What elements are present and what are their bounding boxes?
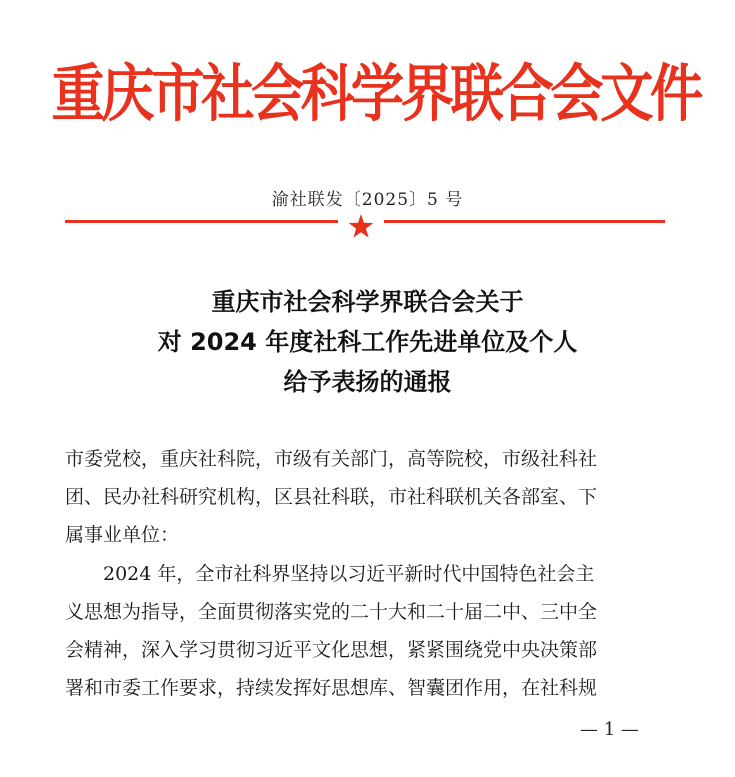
body-line: 2024 年，全市社科界坚持以习近平新时代中国特色社会主 [103,563,595,585]
star-icon [348,213,374,239]
addressee-line: 团、民办社科研究机构，区县社科联，市社科联机关各部室、下 [65,486,598,508]
addressee-line: 市委党校，重庆社科院，市级有关部门，高等院校，市级社科社 [65,448,598,470]
body-line: 义思想为指导，全面贯彻落实党的二十大和二十届二中、三中全 [65,601,598,623]
red-divider-right [384,220,665,223]
body-line: 会精神，深入学习贯彻习近平文化思想，紧紧围绕党中央决策部 [65,639,598,661]
addressee-line: 属事业单位： [65,524,180,546]
document-masthead: 重庆市社会科学界联合会文件 [51,57,700,130]
document-number: 渝社联发〔2025〕5 号 [271,190,464,210]
notice-title-line-1: 重庆市社会科学界联合会关于 [211,288,524,316]
notice-title-line-3: 给予表扬的通报 [283,368,452,396]
body-line: 署和市委工作要求，持续发挥好思想库、智囊团作用，在社科规 [65,677,598,699]
red-divider-left [65,220,338,223]
notice-title-line-2: 对 2024 年度社科工作先进单位及个人 [157,328,578,356]
page-number: — 1 — [580,719,639,740]
